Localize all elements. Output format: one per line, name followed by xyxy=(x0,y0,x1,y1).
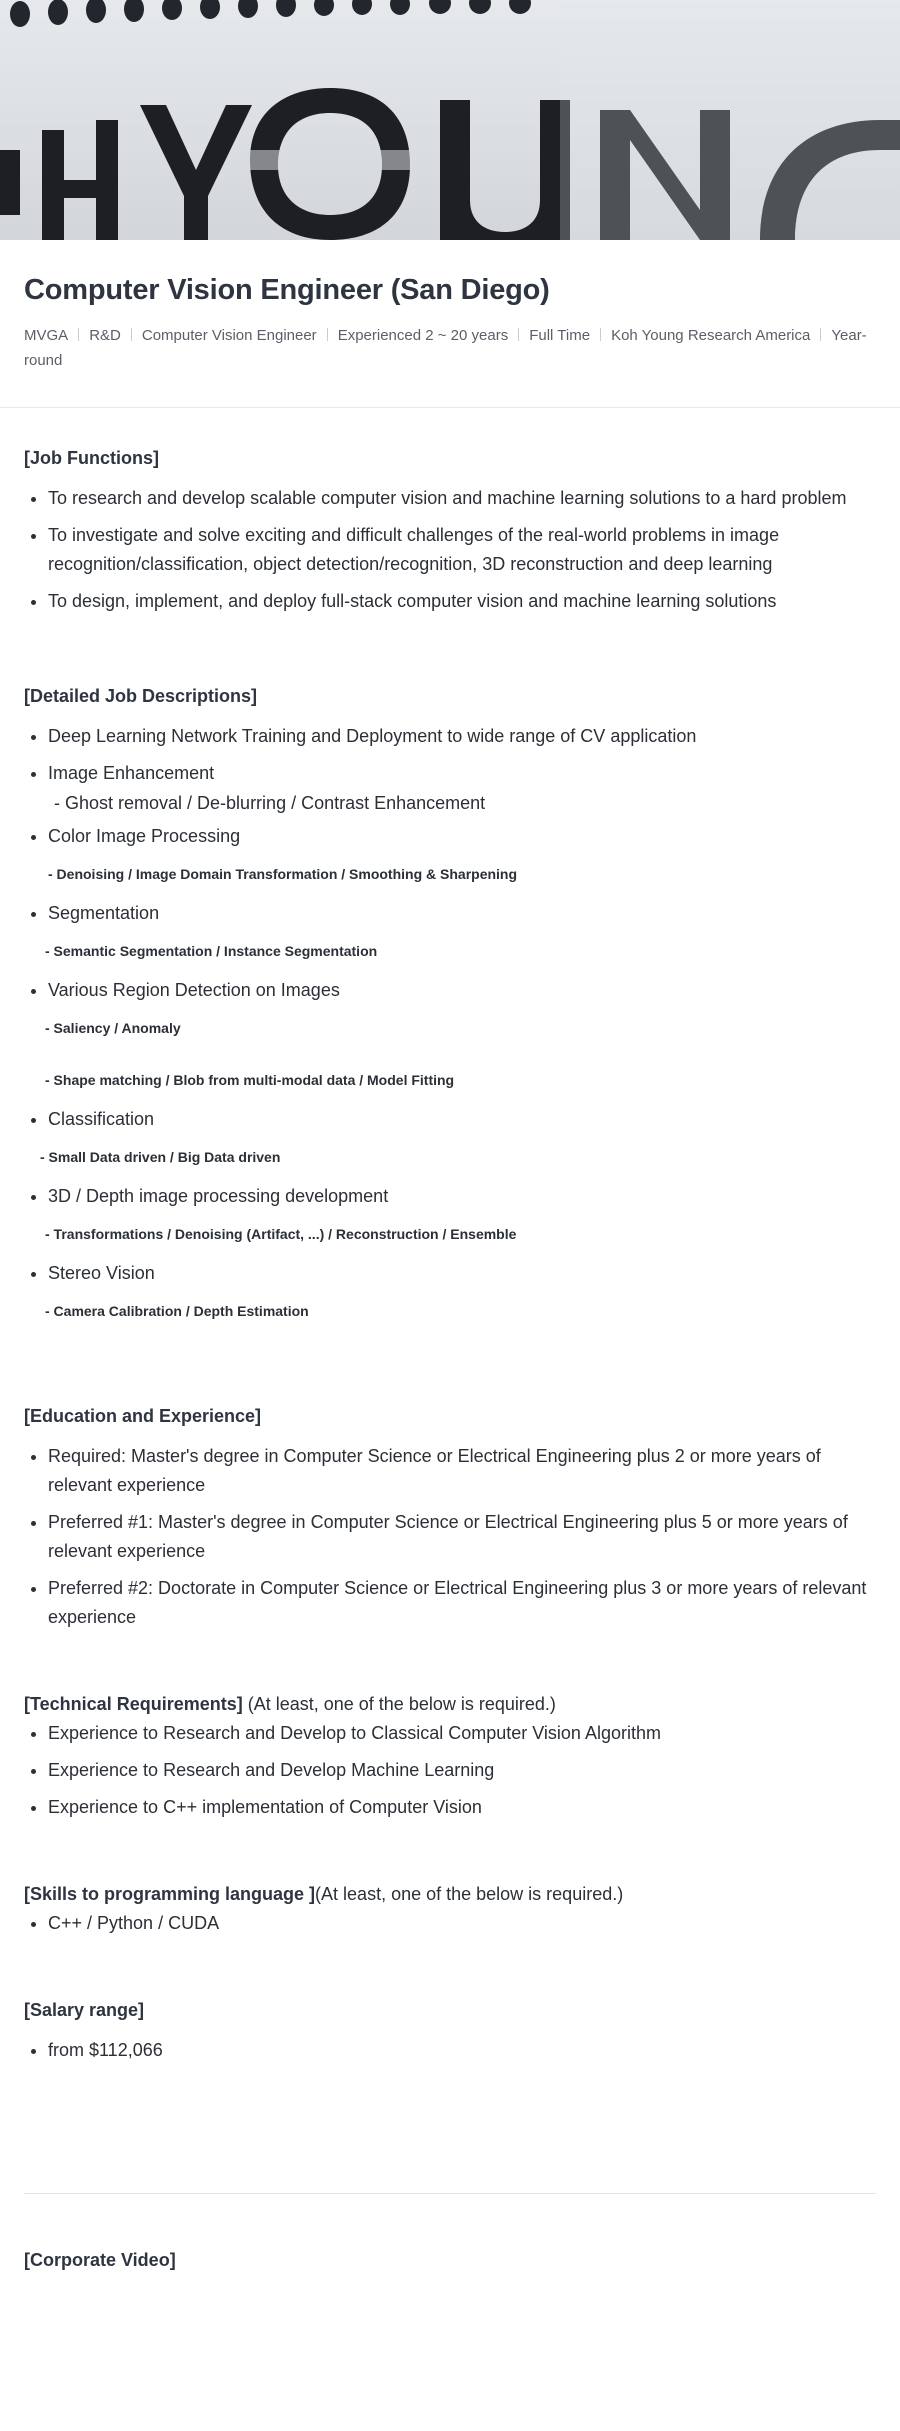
section-title: [Corporate Video] xyxy=(24,2250,176,2270)
meta-position: Computer Vision Engineer xyxy=(141,327,317,344)
section-title: [Education and Experience] xyxy=(24,1406,262,1426)
meta-employment-type: Full Time xyxy=(529,327,591,344)
list-item-label: Classification xyxy=(48,1109,155,1129)
list-item-detail: - Transformations / Denoising (Artifact, ...) / Reconstruction / Ensemble xyxy=(45,1226,517,1242)
section-corporate-video xyxy=(24,2250,876,2351)
section-heading xyxy=(24,1694,876,1715)
job-header xyxy=(0,240,900,408)
meta-separator xyxy=(78,328,79,341)
skills-list xyxy=(24,1909,876,1938)
list-item xyxy=(45,976,876,1095)
section-title: [Salary range] xyxy=(24,2000,145,2020)
koh-young-signage-graphic xyxy=(0,0,900,240)
section-note: (At least, one of the below is required.) xyxy=(315,1884,624,1904)
meta-separator xyxy=(518,328,519,341)
section-job-functions xyxy=(24,448,876,616)
list-item xyxy=(48,822,876,889)
list-item-label: Segmentation xyxy=(48,903,160,923)
list-item: • To research and develop scalable computer vision and machine learning solutions to a hard problem xyxy=(48,484,876,513)
list-item-detail: - Denoising / Image Domain Transformation / Smoothing & Sharpening xyxy=(48,866,518,882)
list-item: • Required: Master's degree in Computer Science or Electrical Engineering plus 2 or more years of relevant experience xyxy=(48,1442,876,1500)
meta-separator xyxy=(327,328,328,341)
meta-company: Koh Young Research America xyxy=(611,327,811,344)
meta-separator xyxy=(131,328,132,341)
meta-team: MVGA xyxy=(24,327,69,344)
section-title: [Technical Requirements] xyxy=(24,1694,243,1714)
section-salary xyxy=(24,2000,876,2065)
list-item: • Experience to Research and Develop to Classical Computer Vision Algorithm xyxy=(48,1719,876,1748)
meta-separator xyxy=(600,328,601,341)
education-list xyxy=(24,1442,876,1632)
list-item-label: Deep Learning Network Training and Deployment to wide range of CV application xyxy=(48,726,697,746)
section-technical-requirements xyxy=(24,1694,876,1822)
list-item: • Experience to Research and Develop Machine Learning xyxy=(48,1756,876,1785)
section-heading xyxy=(24,1884,876,1905)
list-item xyxy=(48,759,876,818)
list-item-detail: - Shape matching / Blob from multi-modal data / Model Fitting xyxy=(45,1072,455,1088)
technical-list xyxy=(24,1719,876,1822)
section-detailed-descriptions xyxy=(24,686,876,1326)
list-item-label: Color Image Processing xyxy=(48,826,241,846)
list-item-detail: - Saliency / Anomaly xyxy=(45,1020,181,1036)
section-note: (At least, one of the below is required.) xyxy=(242,1694,556,1714)
section-title: [Detailed Job Descriptions] xyxy=(24,686,258,706)
list-item: • To design, implement, and deploy full-stack computer vision and machine learning solutions xyxy=(48,587,876,616)
list-item: • from $112,066 xyxy=(48,2036,876,2065)
section-education xyxy=(24,1406,876,1632)
section-title: [Skills to programming language ] xyxy=(24,1884,316,1904)
list-item-detail: - Ghost removal / De-blurring / Contrast Enhancement xyxy=(54,793,486,813)
section-skills xyxy=(24,1884,876,1938)
list-item-detail: - Small Data driven / Big Data driven xyxy=(40,1149,281,1165)
meta-schedule: Year-round xyxy=(24,327,867,369)
list-item-label: 3D / Depth image processing development xyxy=(48,1186,389,1206)
functions-list xyxy=(24,484,876,616)
list-item-label: Various Region Detection on Images xyxy=(48,980,340,1000)
list-item: • Preferred #1: Master's degree in Computer Science or Electrical Engineering plus 5 or more years of relevant experience xyxy=(48,1508,876,1566)
meta-separator xyxy=(820,328,821,341)
list-item xyxy=(45,1182,876,1249)
section-divider xyxy=(24,2193,876,2194)
list-item-detail: - Camera Calibration / Depth Estimation xyxy=(45,1303,309,1319)
list-item xyxy=(45,899,876,966)
meta-experience: Experienced 2 ~ 20 years xyxy=(337,327,509,344)
salary-list xyxy=(24,2036,876,2065)
list-item xyxy=(40,1105,876,1172)
section-title: [Job Functions] xyxy=(24,448,159,468)
job-content xyxy=(0,448,900,2351)
hero-image xyxy=(0,0,900,240)
list-item: • Experience to C++ implementation of Computer Vision xyxy=(48,1793,876,1822)
meta-department: R&D xyxy=(89,327,121,344)
list-item-label: Image Enhancement xyxy=(48,763,215,783)
list-item-label: Stereo Vision xyxy=(48,1263,155,1283)
list-item: • To investigate and solve exciting and difficult challenges of the real-world problems in image recognition/classification, object detection/recognition, 3D reconstruction and deep learning xyxy=(48,521,876,579)
list-item: • Preferred #2: Doctorate in Computer Science or Electrical Engineering plus 3 or more years of relevant experience xyxy=(48,1574,876,1632)
list-item xyxy=(45,1259,876,1326)
job-meta xyxy=(24,323,876,373)
list-item-detail: - Semantic Segmentation / Instance Segmentation xyxy=(45,943,378,959)
job-title: Computer Vision Engineer (San Diego) xyxy=(24,274,550,306)
list-item: • C++ / Python / CUDA xyxy=(48,1909,876,1938)
descriptions-list xyxy=(24,722,876,1326)
list-item xyxy=(48,722,876,751)
